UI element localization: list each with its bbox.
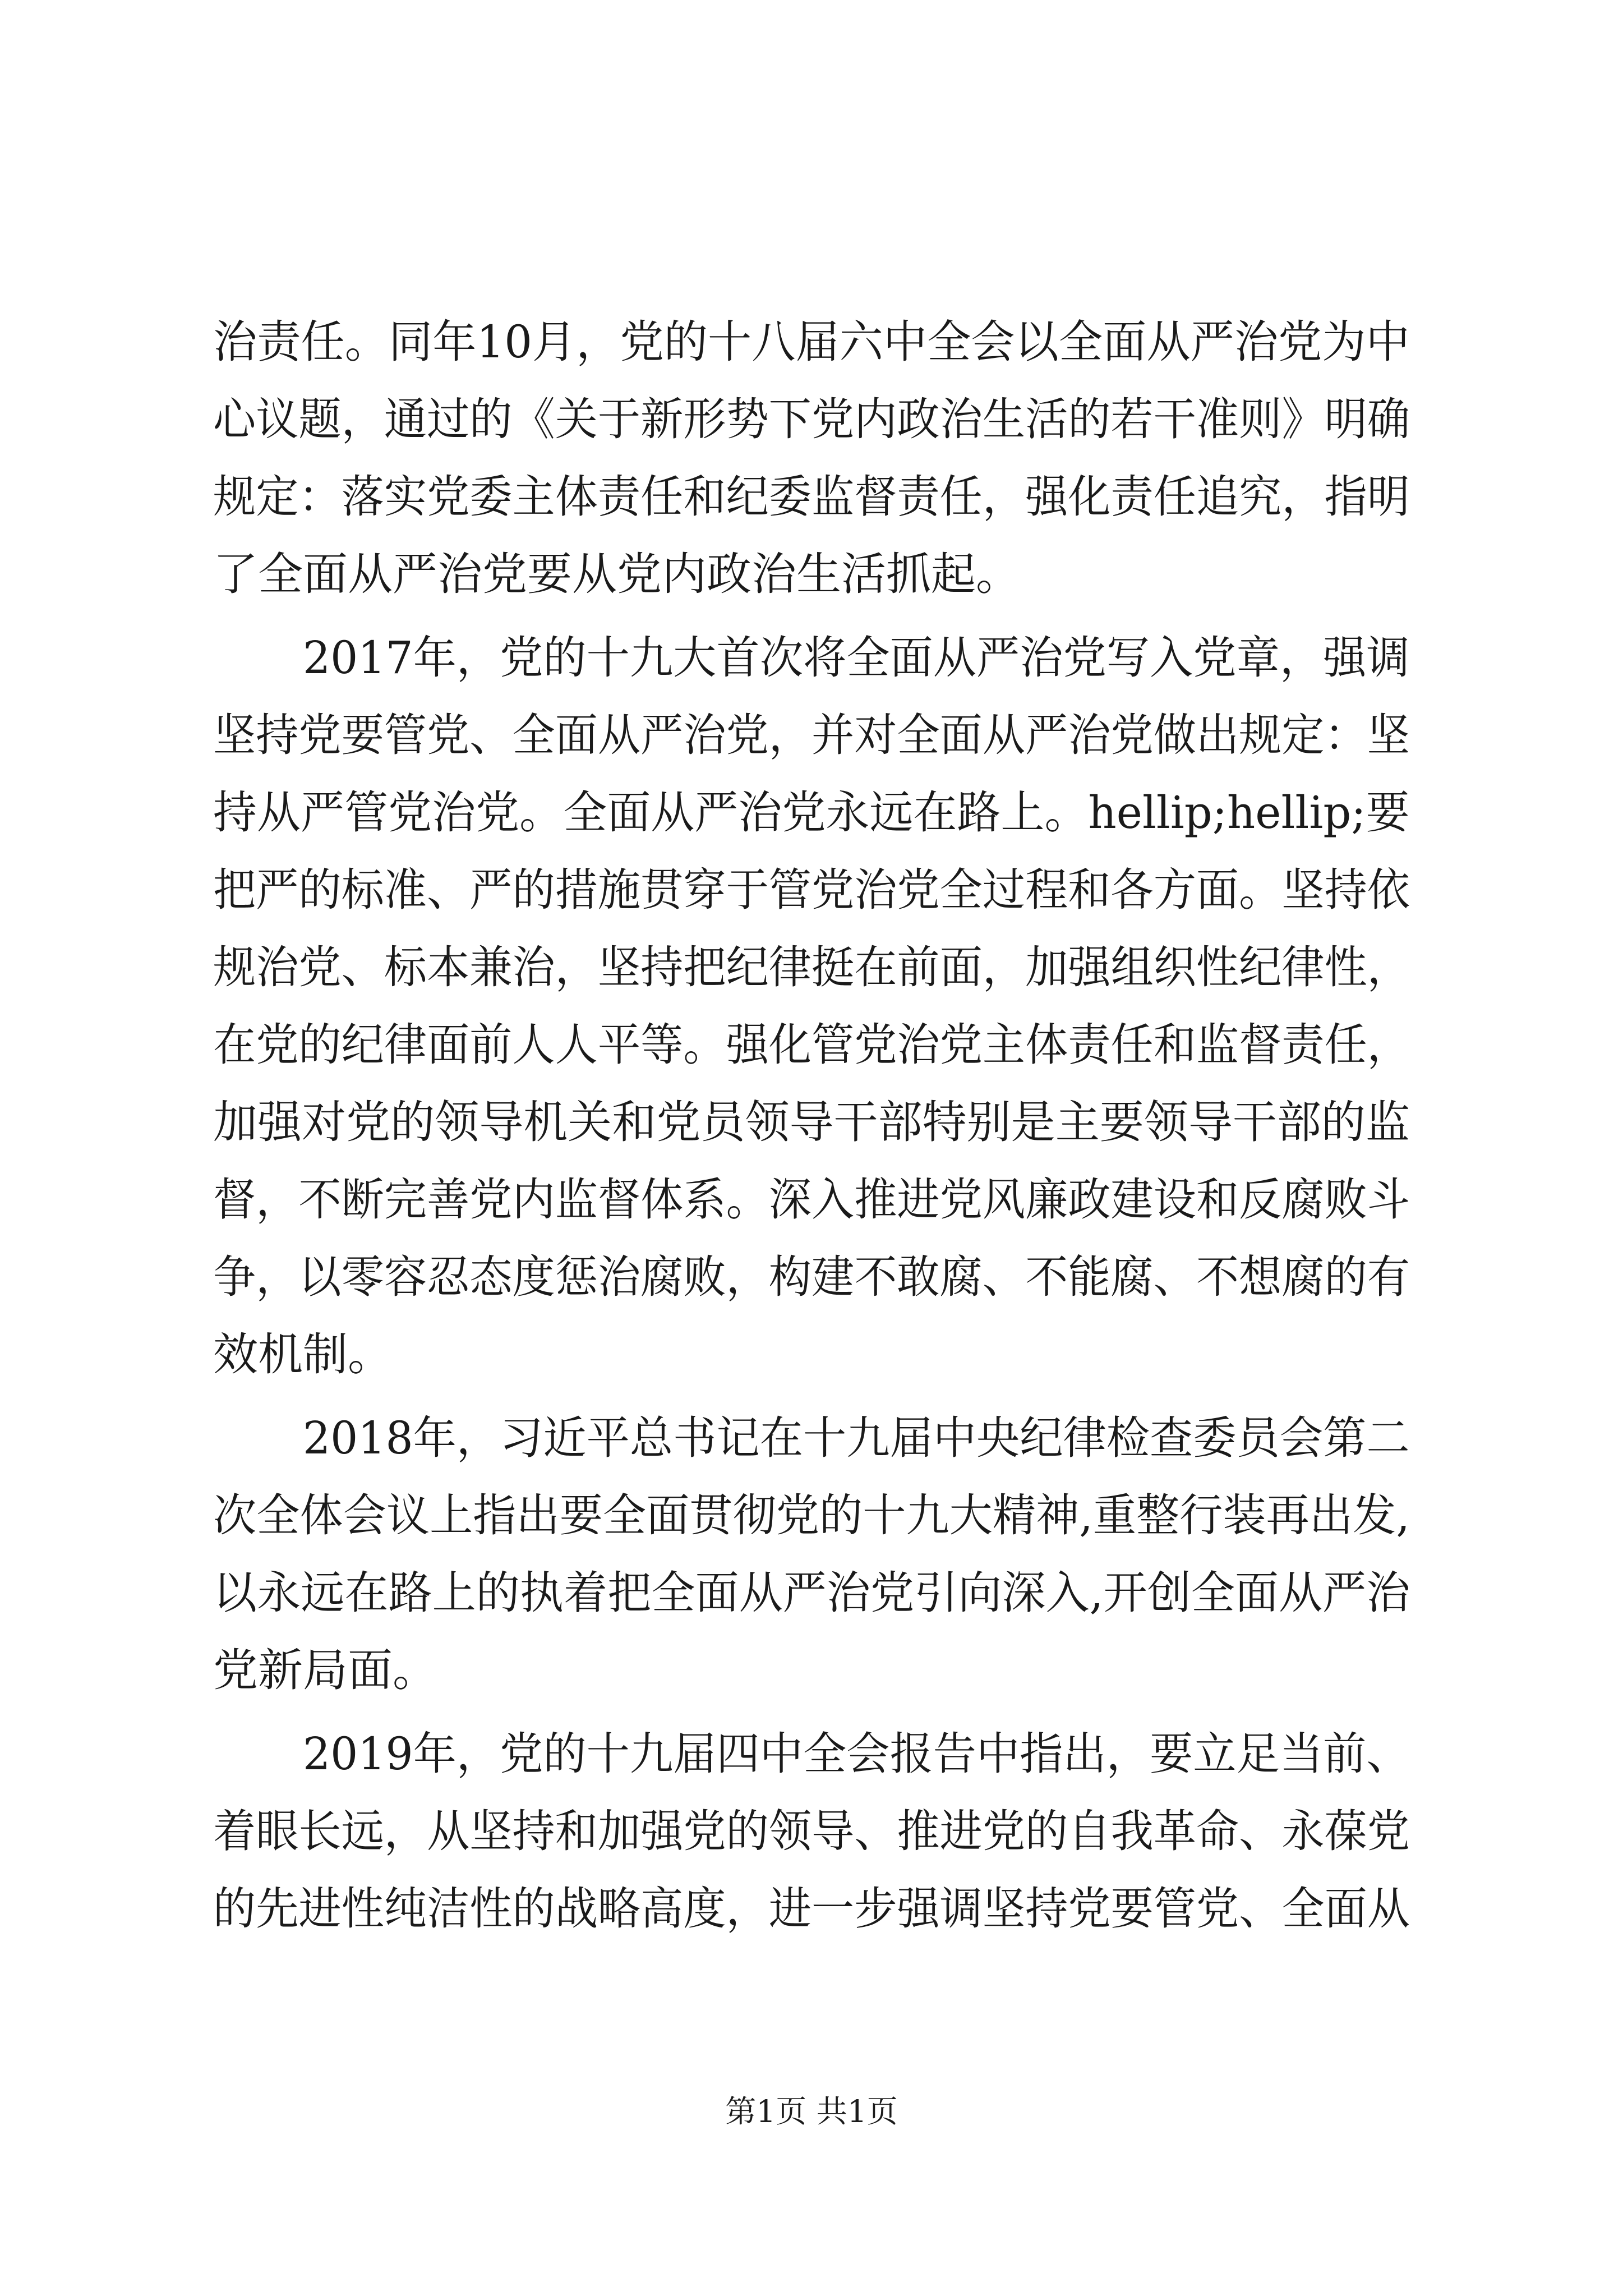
text-line: 了全面从严治党要从党内政治生活抓起。 [213,548,1021,600]
text-line: 2017年，党的十九大首次将全面从严治党写入党章，强调 [303,632,1410,684]
text-line: 以永远在路上的执着把全面从严治党引向深入,开创全面从严治 [213,1567,1410,1619]
text-line: 的先进性纯洁性的战略高度，进一步强调坚持党要管党、全面从 [213,1883,1410,1935]
text-line: 规治党、标本兼治，坚持把纪律挺在前面，加强组织性纪律性， [213,941,1410,993]
text-line: 把严的标准、严的措施贯穿于管党治党全过程和各方面。坚持依 [213,864,1410,916]
text-line: 加强对党的领导机关和党员领导干部特别是主要领导干部的监 [213,1096,1410,1148]
page-footer: 第1页 共1页 [725,2093,898,2129]
text-line: 着眼长远，从坚持和加强党的领导、推进党的自我革命、永葆党 [213,1805,1410,1857]
text-line: 持从严管党治党。全面从严治党永远在路上。hellip;hellip;要 [213,786,1410,839]
text-line: 2018年，习近平总书记在十九届中央纪律检查委员会第二 [303,1412,1410,1464]
text-line: 次全体会议上指出要全面贯彻党的十九大精神,重整行装再出发, [213,1489,1410,1542]
text-line: 效机制。 [213,1328,393,1381]
text-line: 规定：落实党委主体责任和纪委监督责任，强化责任追究，指明 [213,471,1410,523]
text-line: 心议题，通过的《关于新形势下党内政治生活的若干准则》明确 [213,393,1410,445]
text-line: 争，以零容忍态度惩治腐败，构建不敢腐、不能腐、不想腐的有 [213,1251,1410,1303]
text-line: 在党的纪律面前人人平等。强化管党治党主体责任和监督责任， [213,1019,1410,1071]
text-line: 治责任。同年10月，党的十八届六中全会以全面从严治党为中 [213,316,1410,368]
text-line: 2019年，党的十九届四中全会报告中指出，要立足当前、 [303,1728,1410,1780]
text-line: 党新局面。 [213,1644,437,1696]
text-line: 坚持党要管党、全面从严治党，并对全面从严治党做出规定：坚 [213,709,1410,761]
text-line: 督，不断完善党内监督体系。深入推进党风廉政建设和反腐败斗 [213,1174,1410,1226]
